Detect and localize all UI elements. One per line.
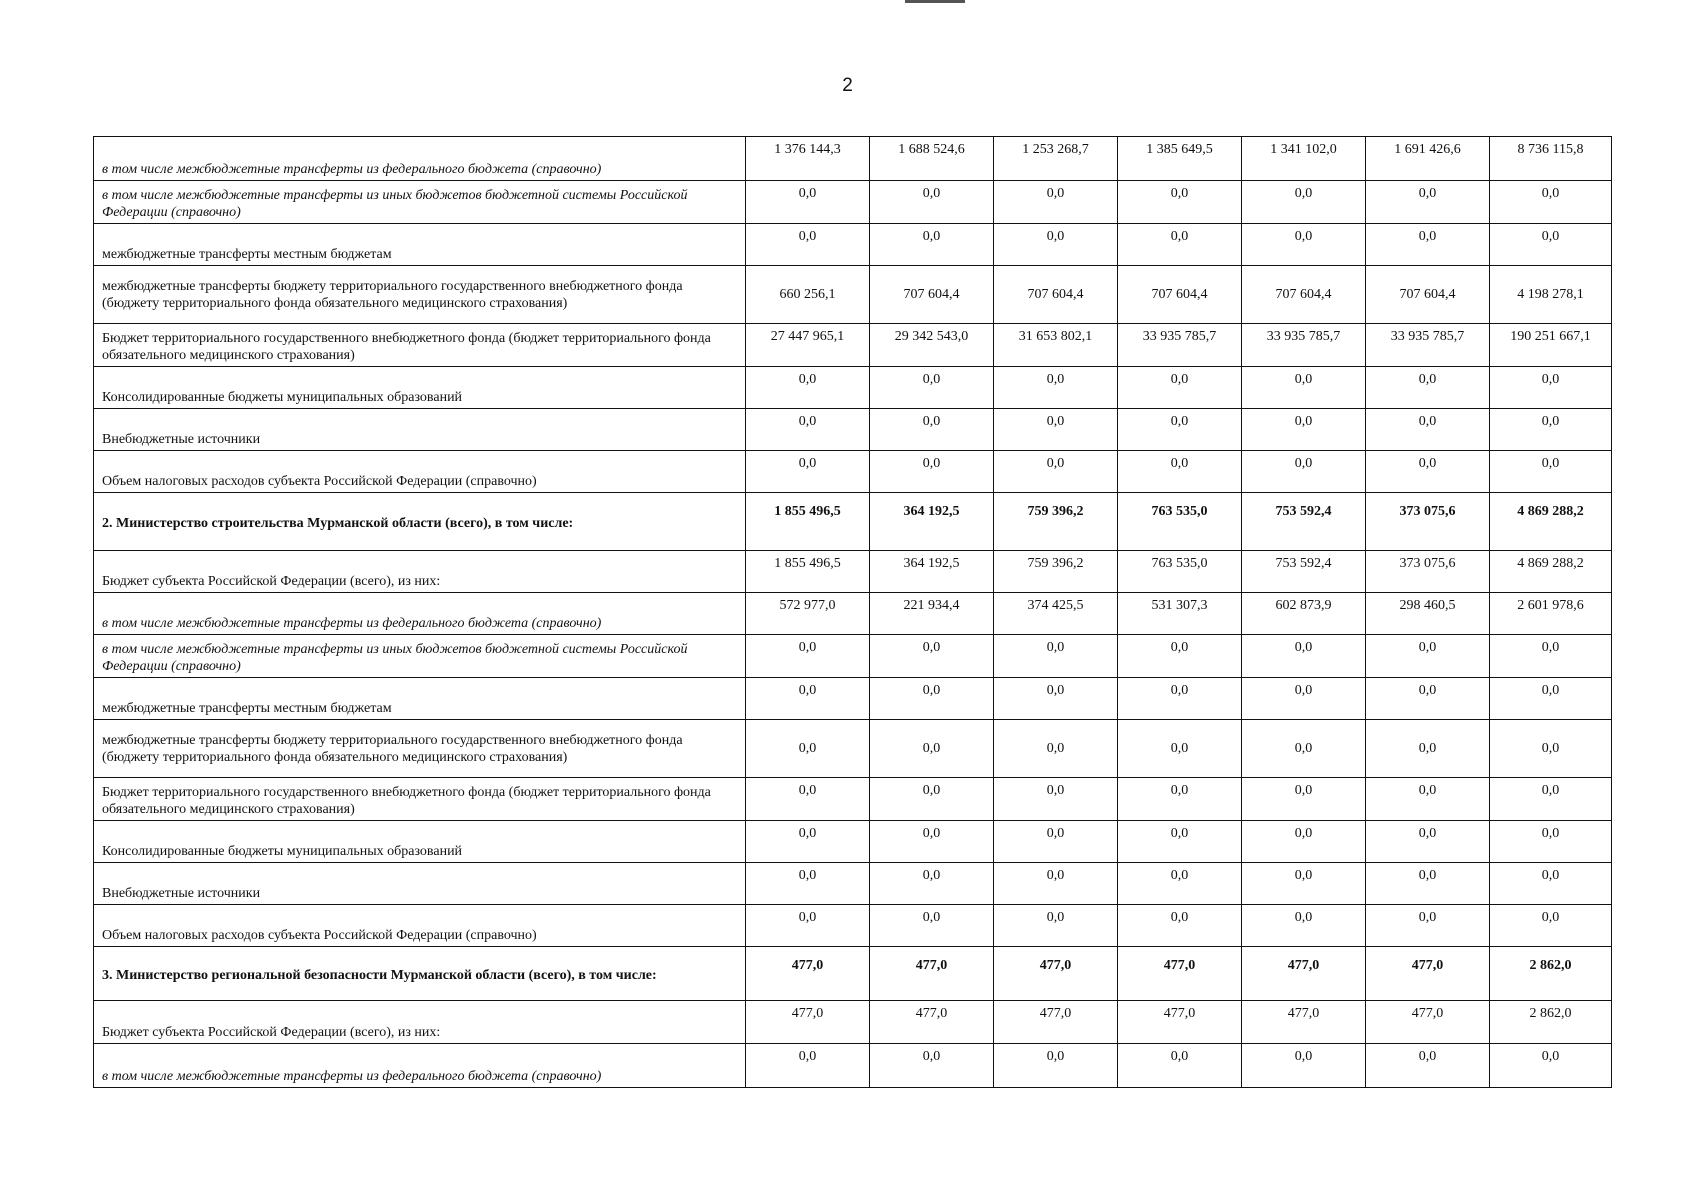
table-row [94, 678, 1612, 720]
table-row [94, 720, 1612, 778]
value-cell: 0,0 [1118, 451, 1242, 493]
value-cell: 0,0 [1118, 863, 1242, 905]
value-cell: 1 341 102,0 [1242, 137, 1366, 181]
value-cell: 0,0 [1242, 367, 1366, 409]
value-cell: 2 862,0 [1490, 1001, 1612, 1044]
table-row [94, 635, 1612, 678]
value-cell: 0,0 [1118, 678, 1242, 720]
table-row [94, 593, 1612, 635]
value-cell: 1 385 649,5 [1118, 137, 1242, 181]
value-cell: 0,0 [1242, 863, 1366, 905]
value-cell: 0,0 [1242, 224, 1366, 266]
table-row [94, 778, 1612, 821]
value-cell: 477,0 [746, 1001, 870, 1044]
row-label-cell: Внебюджетные источники [94, 409, 746, 451]
value-cell: 753 592,4 [1242, 493, 1366, 551]
value-cell: 477,0 [1366, 1001, 1490, 1044]
value-cell: 1 855 496,5 [746, 551, 870, 593]
row-label-cell: Консолидированные бюджеты муниципальных образований [94, 367, 746, 409]
table-row [94, 551, 1612, 593]
value-cell: 0,0 [870, 905, 994, 947]
value-cell: 0,0 [1118, 821, 1242, 863]
value-cell: 374 425,5 [994, 593, 1118, 635]
row-label-cell: 2. Министерство строительства Мурманской области (всего), в том числе: [94, 493, 746, 551]
value-cell: 763 535,0 [1118, 551, 1242, 593]
value-cell: 1 691 426,6 [1366, 137, 1490, 181]
value-cell: 364 192,5 [870, 551, 994, 593]
value-cell: 0,0 [1366, 821, 1490, 863]
value-cell: 0,0 [1366, 1044, 1490, 1088]
table-row [94, 451, 1612, 493]
value-cell: 0,0 [1490, 224, 1612, 266]
value-cell: 0,0 [746, 720, 870, 778]
value-cell: 27 447 965,1 [746, 324, 870, 367]
value-cell: 0,0 [994, 678, 1118, 720]
value-cell: 0,0 [994, 409, 1118, 451]
table-row [94, 137, 1612, 181]
value-cell: 0,0 [1490, 863, 1612, 905]
value-cell: 0,0 [1118, 367, 1242, 409]
value-cell: 572 977,0 [746, 593, 870, 635]
row-label-cell: межбюджетные трансферты местным бюджетам [94, 224, 746, 266]
value-cell: 0,0 [870, 635, 994, 678]
value-cell: 0,0 [870, 863, 994, 905]
value-cell: 0,0 [1366, 635, 1490, 678]
value-cell: 0,0 [1490, 367, 1612, 409]
value-cell: 0,0 [1242, 720, 1366, 778]
row-label-cell: межбюджетные трансферты бюджету территориального государственного внебюджетного фонда (бюджету территориального фонда обязательного медицинского страхования) [94, 266, 746, 324]
value-cell: 1 688 524,6 [870, 137, 994, 181]
value-cell: 0,0 [1490, 635, 1612, 678]
value-cell: 0,0 [994, 635, 1118, 678]
value-cell: 0,0 [1366, 451, 1490, 493]
value-cell: 2 862,0 [1490, 947, 1612, 1001]
table-row [94, 863, 1612, 905]
value-cell: 0,0 [1242, 409, 1366, 451]
value-cell: 0,0 [746, 409, 870, 451]
value-cell: 759 396,2 [994, 493, 1118, 551]
value-cell: 0,0 [746, 863, 870, 905]
value-cell: 0,0 [1118, 181, 1242, 224]
value-cell: 0,0 [746, 367, 870, 409]
value-cell: 0,0 [994, 224, 1118, 266]
row-label-cell: Бюджет субъекта Российской Федерации (всего), из них: [94, 1001, 746, 1044]
value-cell: 0,0 [870, 821, 994, 863]
table-row [94, 266, 1612, 324]
value-cell: 0,0 [994, 863, 1118, 905]
value-cell: 4 198 278,1 [1490, 266, 1612, 324]
value-cell: 0,0 [1366, 224, 1490, 266]
table-row [94, 493, 1612, 551]
value-cell: 531 307,3 [1118, 593, 1242, 635]
value-cell: 4 869 288,2 [1490, 493, 1612, 551]
value-cell: 477,0 [1366, 947, 1490, 1001]
value-cell: 0,0 [1490, 1044, 1612, 1088]
value-cell: 0,0 [994, 905, 1118, 947]
row-label-cell: Консолидированные бюджеты муниципальных образований [94, 821, 746, 863]
value-cell: 8 736 115,8 [1490, 137, 1612, 181]
value-cell: 31 653 802,1 [994, 324, 1118, 367]
value-cell: 0,0 [870, 1044, 994, 1088]
value-cell: 0,0 [746, 778, 870, 821]
value-cell: 0,0 [994, 181, 1118, 224]
value-cell: 1 376 144,3 [746, 137, 870, 181]
value-cell: 707 604,4 [1242, 266, 1366, 324]
row-label-cell: межбюджетные трансферты бюджету территориального государственного внебюджетного фонда (бюджету территориального фонда обязательного медицинского страхования) [94, 720, 746, 778]
value-cell: 0,0 [746, 181, 870, 224]
value-cell: 0,0 [1366, 905, 1490, 947]
table-row [94, 947, 1612, 1001]
value-cell: 0,0 [1242, 1044, 1366, 1088]
row-label-cell: Объем налоговых расходов субъекта Российской Федерации (справочно) [94, 451, 746, 493]
value-cell: 2 601 978,6 [1490, 593, 1612, 635]
value-cell: 0,0 [1242, 905, 1366, 947]
value-cell: 33 935 785,7 [1242, 324, 1366, 367]
value-cell: 0,0 [746, 635, 870, 678]
value-cell: 0,0 [1490, 451, 1612, 493]
value-cell: 477,0 [1242, 1001, 1366, 1044]
value-cell: 0,0 [994, 778, 1118, 821]
value-cell: 0,0 [1366, 181, 1490, 224]
budget-table [93, 136, 1612, 1088]
table-row [94, 367, 1612, 409]
value-cell: 477,0 [870, 947, 994, 1001]
value-cell: 0,0 [746, 1044, 870, 1088]
value-cell: 29 342 543,0 [870, 324, 994, 367]
value-cell: 0,0 [1490, 821, 1612, 863]
value-cell: 0,0 [870, 181, 994, 224]
budget-table-body [94, 137, 1612, 1088]
value-cell: 0,0 [746, 224, 870, 266]
value-cell: 0,0 [1490, 409, 1612, 451]
value-cell: 477,0 [994, 947, 1118, 1001]
value-cell: 477,0 [1118, 947, 1242, 1001]
value-cell: 0,0 [870, 409, 994, 451]
value-cell: 477,0 [870, 1001, 994, 1044]
top-edge-mark [905, 0, 965, 3]
value-cell: 0,0 [746, 905, 870, 947]
value-cell: 0,0 [1118, 720, 1242, 778]
value-cell: 0,0 [1242, 451, 1366, 493]
value-cell: 602 873,9 [1242, 593, 1366, 635]
value-cell: 0,0 [1118, 224, 1242, 266]
row-label-cell: в том числе межбюджетные трансферты из федерального бюджета (справочно) [94, 593, 746, 635]
value-cell: 0,0 [1366, 409, 1490, 451]
value-cell: 0,0 [1490, 181, 1612, 224]
value-cell: 660 256,1 [746, 266, 870, 324]
value-cell: 373 075,6 [1366, 551, 1490, 593]
value-cell: 33 935 785,7 [1366, 324, 1490, 367]
row-label-cell: Бюджет территориального государственного внебюджетного фонда (бюджет территориального фонда обязательного медицинского страхования) [94, 324, 746, 367]
value-cell: 0,0 [870, 367, 994, 409]
value-cell: 364 192,5 [870, 493, 994, 551]
value-cell: 0,0 [1366, 778, 1490, 821]
row-label-cell: межбюджетные трансферты местным бюджетам [94, 678, 746, 720]
row-label-cell: Внебюджетные источники [94, 863, 746, 905]
value-cell: 477,0 [994, 1001, 1118, 1044]
value-cell: 707 604,4 [870, 266, 994, 324]
value-cell: 0,0 [870, 720, 994, 778]
table-row [94, 905, 1612, 947]
value-cell: 707 604,4 [1366, 266, 1490, 324]
value-cell: 0,0 [870, 678, 994, 720]
value-cell: 0,0 [1366, 678, 1490, 720]
value-cell: 0,0 [1118, 635, 1242, 678]
value-cell: 0,0 [1366, 720, 1490, 778]
value-cell: 0,0 [994, 821, 1118, 863]
value-cell: 477,0 [1118, 1001, 1242, 1044]
value-cell: 0,0 [746, 678, 870, 720]
row-label-cell: Бюджет территориального государственного внебюджетного фонда (бюджет территориального фонда обязательного медицинского страхования) [94, 778, 746, 821]
value-cell: 0,0 [994, 367, 1118, 409]
value-cell: 0,0 [1118, 778, 1242, 821]
value-cell: 33 935 785,7 [1118, 324, 1242, 367]
table-row [94, 324, 1612, 367]
value-cell: 0,0 [1242, 778, 1366, 821]
value-cell: 0,0 [994, 720, 1118, 778]
row-label-cell: в том числе межбюджетные трансферты из федерального бюджета (справочно) [94, 1044, 746, 1088]
value-cell: 477,0 [746, 947, 870, 1001]
row-label-cell: 3. Министерство региональной безопасности Мурманской области (всего), в том числе: [94, 947, 746, 1001]
value-cell: 0,0 [1490, 778, 1612, 821]
table-row [94, 224, 1612, 266]
value-cell: 753 592,4 [1242, 551, 1366, 593]
value-cell: 0,0 [994, 451, 1118, 493]
row-label-cell: в том числе межбюджетные трансферты из иных бюджетов бюджетной системы Российской Федерации (справочно) [94, 635, 746, 678]
value-cell: 0,0 [1490, 678, 1612, 720]
value-cell: 0,0 [746, 821, 870, 863]
value-cell: 0,0 [1242, 635, 1366, 678]
value-cell: 4 869 288,2 [1490, 551, 1612, 593]
value-cell: 0,0 [1490, 905, 1612, 947]
value-cell: 1 253 268,7 [994, 137, 1118, 181]
value-cell: 0,0 [1366, 863, 1490, 905]
value-cell: 477,0 [1242, 947, 1366, 1001]
table-row [94, 821, 1612, 863]
value-cell: 298 460,5 [1366, 593, 1490, 635]
value-cell: 707 604,4 [994, 266, 1118, 324]
table-row [94, 1044, 1612, 1088]
value-cell: 0,0 [1242, 678, 1366, 720]
value-cell: 1 855 496,5 [746, 493, 870, 551]
value-cell: 0,0 [1118, 905, 1242, 947]
value-cell: 0,0 [994, 1044, 1118, 1088]
value-cell: 0,0 [1242, 821, 1366, 863]
row-label-cell: в том числе межбюджетные трансферты из федерального бюджета (справочно) [94, 137, 746, 181]
table-row [94, 409, 1612, 451]
value-cell: 0,0 [1490, 720, 1612, 778]
table-row [94, 1001, 1612, 1044]
value-cell: 707 604,4 [1118, 266, 1242, 324]
value-cell: 373 075,6 [1366, 493, 1490, 551]
value-cell: 0,0 [1366, 367, 1490, 409]
page-number: 2 [842, 75, 853, 96]
value-cell: 763 535,0 [1118, 493, 1242, 551]
value-cell: 0,0 [1118, 1044, 1242, 1088]
row-label-cell: Объем налоговых расходов субъекта Российской Федерации (справочно) [94, 905, 746, 947]
table-row [94, 181, 1612, 224]
row-label-cell: Бюджет субъекта Российской Федерации (всего), из них: [94, 551, 746, 593]
value-cell: 0,0 [870, 778, 994, 821]
value-cell: 221 934,4 [870, 593, 994, 635]
value-cell: 0,0 [1242, 181, 1366, 224]
value-cell: 0,0 [746, 451, 870, 493]
value-cell: 190 251 667,1 [1490, 324, 1612, 367]
value-cell: 0,0 [1118, 409, 1242, 451]
value-cell: 0,0 [870, 224, 994, 266]
value-cell: 0,0 [870, 451, 994, 493]
value-cell: 759 396,2 [994, 551, 1118, 593]
row-label-cell: в том числе межбюджетные трансферты из иных бюджетов бюджетной системы Российской Федерации (справочно) [94, 181, 746, 224]
